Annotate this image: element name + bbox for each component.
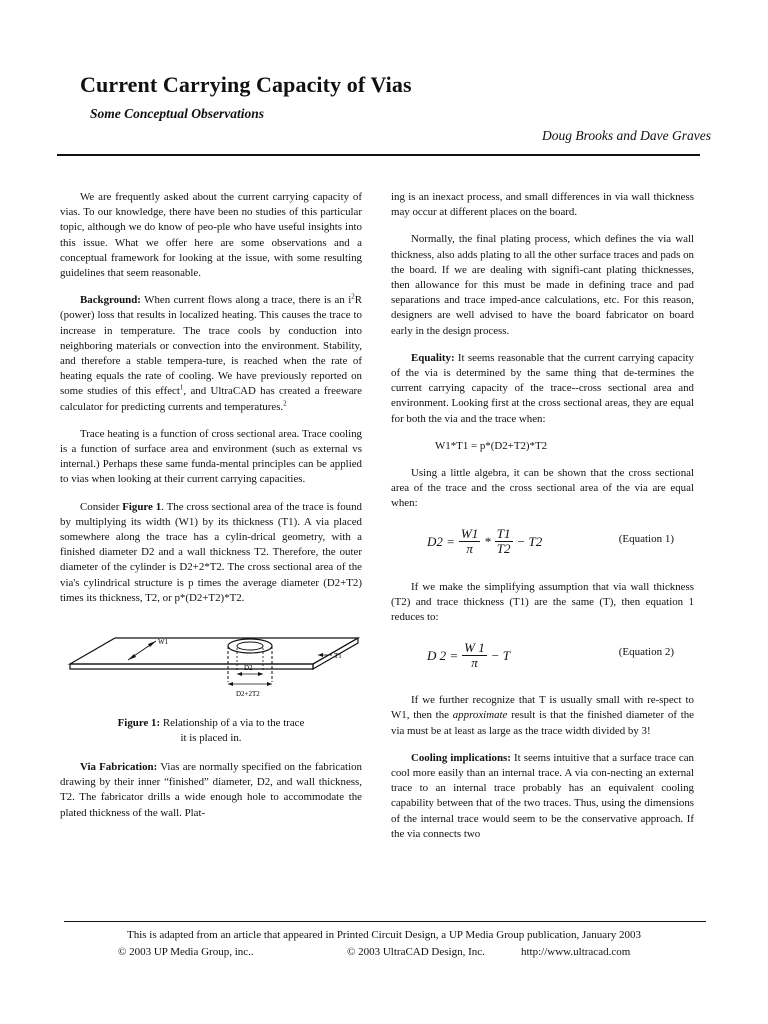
right-column [391,190,694,854]
eq1-num2: T1 [496,526,511,542]
label-d2: D2 [244,664,253,673]
eq2-den: π [471,654,478,670]
eq1-num1: W1 [460,526,479,542]
label-w1: W1 [158,638,169,647]
paragraph-via-fabrication [60,760,362,821]
text-segment: result is that the finished diameter of the via must be at least as large as the trace width divided by 3! [391,709,694,737]
heading-via-fabrication: Via Fabrication: [80,761,158,774]
page-subtitle: Some Conceptual Observations [90,106,265,121]
paragraph-plating: Normally, the final plating process, which defines the via wall thickness, also adds plating to all the other surface traces and pads on the board. If we are dealing with signifi-cant plating thicknesses, then allowance for this must be made in defining trace and pad separations and trace imped-ance calculations, etc. For this reason, designers are well advised to have the board fabricator on board early in the design process. [391,233,694,337]
footnote-ref: 1 [179,383,184,392]
paragraph-algebra: Using a little algebra, it can be shown that the cross sectional area of the trace and the cross sectional area of the via are equal when: [391,467,694,510]
emphasis: approximate [452,709,508,722]
heading-equality: Equality: [411,351,455,364]
page-title: Current Carrying Capacity of Vias [80,72,412,97]
caption-lead: Figure 1: [117,717,161,730]
label-d2-2t2: D2+2T2 [236,690,260,699]
authors: Doug Brooks and Dave Graves [542,128,711,143]
text-segment: R (power) loss that results in localized heating. This causes the trace to increase in temperature. The trace cools by conduction into neighboring materials or convection into the environment. Stability, and therefore a stable tempera-ture, is reached when the rate of heating equals the rate of cooling. We have previously reported on some studies of this effect [60,294,362,398]
footer-url: http://www.ultracad.com [521,946,631,958]
figure-1 [60,624,360,706]
heading-background: Background: [80,294,141,307]
eq2-lhs: D 2 = [427,647,459,663]
figure-ref: Figure 1 [122,500,162,513]
text-segment: If we further recognize that T is usually small with re-spect to W1, then the [391,694,694,722]
figure-caption [60,716,362,746]
equation-2 [391,637,694,679]
footer-rule [64,921,706,922]
equation-inline: W1*T1 = p*(D2+T2)*T2 [435,439,548,452]
paragraph-approximate [391,693,694,739]
paragraph-heating: Trace heating is a function of cross sectional area. Trace cooling is a function of surface area and environment (such as external vs internal.) Perhaps these same funda-mental principles can be applied to vias when looking at their current carrying capacities. [60,427,362,486]
footer-source-note: This is adapted from an article that appeared in Printed Circuit Design, a UP Media Group publication, January 2003 [126,929,641,941]
paragraph-intro: We are frequently asked about the current carrying capacity of vias. To our knowledge, there have been no studies of this particular topic, although we do know of peo-ple who have useful insights into this issue. What we offer here are some observations and a conceptual framework for looking at the issue, with some resulting guidelines that seem reasonable. [60,191,362,280]
footer-copyright-upmedia: © 2003 UP Media Group, inc.. [118,946,254,958]
paragraph-equality [391,351,694,427]
caption-text-2: it is placed in. [180,732,242,745]
eq2-num: W 1 [464,639,485,655]
eq1-den1: π [466,541,473,557]
paragraph-figure-ref [60,500,362,606]
eq1-lhs: D2 = [427,534,455,550]
heading-cooling: Cooling implications: [411,751,511,764]
eq2-frac [462,641,487,670]
via-trace-diagram [60,624,360,706]
eq1-den2: T2 [496,541,511,557]
eq1-frac2 [495,527,513,556]
text-segment: Consider [80,500,123,513]
caption-text: Relationship of a via to the trace [160,717,305,730]
footnote-ref: 2 [283,399,287,408]
header-rule [57,154,700,156]
equation-1 [391,524,694,566]
eq1-frac1 [459,527,480,556]
paragraph-simplify: If we make the simplifying assumption that via wall thickness (T2) and trace thickness (T1) are the same (T), then equation 1 reduces to: [391,580,694,624]
text-segment: It seems reasonable that the current carrying capacity of the via is determined by the same thing that de-termines the current carrying capacity of the trace--cross sectional area and environment. Looking first at the cross sectional areas, they are equal for both the via and the trace when: [391,351,694,425]
text-segment: , and UltraCAD has created a freeware calculator for predicting currents and temperatures. [60,385,362,413]
footer-copyright-ultracad: © 2003 UltraCAD Design, Inc. [347,946,485,958]
equation-2-label: (Equation 2) [618,646,674,659]
text-segment: Vias are normally specified on the fabrication drawing by their inner “finished” diameter, D2, and wall thickness, T2. The fabricator drills a wide enough hole to accommodate the plated thickness of the wall. Plat- [60,761,362,819]
text-segment: . The cross sectional area of the trace is found by multiplying its width (W1) by its thickness (T1). A via placed somewhere along the trace has a cylin-drical geometry, with a finished diameter D2 and a wall thickness T2. Therefore, the outer diameter of the cylinder is D2+2*T2. The cross sectional area of the via's cylindrical structure is p times the average diameter (D2+T2) times its thickness, T2, or p*(D2+T2)*T2. [60,500,362,604]
eq1-times: * [484,534,491,550]
paragraph-cooling [391,751,694,842]
eq2-tail: − T [490,647,511,663]
left-column [60,190,362,833]
text-segment: It seems intuitive that a surface trace can cool more easily than an internal trace. A via con-necting an external trace to an internal trace probably has an equivalent cooling capability between that of the two traces. Thus, using the dimensions of the internal trace would seem to be the conservative approach. If the via connects two [391,751,694,840]
equation-1-label: (Equation 1) [618,532,674,545]
superscript: 2 [351,292,355,301]
label-t1: T1 [334,652,342,661]
text-segment: When current flows along a trace, there is an i [140,294,352,307]
eq1-tail: − T2 [516,534,543,550]
paragraph-background [60,293,362,415]
paragraph-continued: ing is an inexact process, and small differences in via wall thickness may occur at different places on the board. [391,191,694,219]
